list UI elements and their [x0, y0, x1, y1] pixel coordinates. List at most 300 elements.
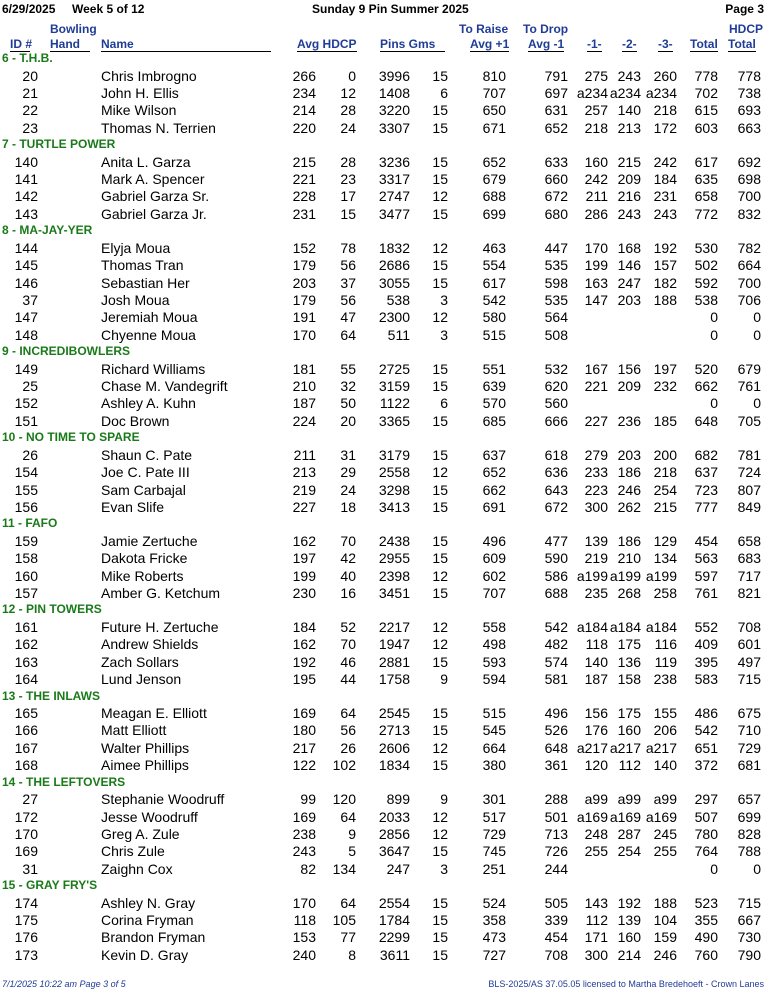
cell-htotal: 788	[737, 843, 761, 860]
cell-g2: 210	[617, 550, 641, 567]
cell-raise: 515	[482, 705, 506, 721]
cell-drop: 244	[544, 860, 568, 877]
cell-drop: 361	[544, 757, 568, 774]
bowler-row	[0, 68, 768, 85]
cell-drop: 660	[544, 171, 568, 187]
cell-hdcp: 47	[340, 309, 356, 326]
cell-g1: 143	[584, 894, 608, 911]
cell-drop: 581	[544, 671, 568, 688]
cell-id: 173	[14, 946, 38, 963]
cell-raise: 570	[482, 395, 506, 412]
cell-pins: 2217	[378, 618, 410, 635]
cell-name: Matt Elliott	[101, 722, 167, 739]
bowler-row	[0, 275, 768, 292]
cell-htotal: 738	[737, 84, 761, 101]
cell-gms: 15	[432, 894, 448, 911]
col-id: ID #	[10, 37, 33, 51]
cell-total: 0	[710, 860, 718, 877]
cell-htotal: 663	[737, 119, 761, 136]
cell-avg: 240	[292, 946, 316, 963]
cell-g3: 242	[653, 153, 677, 170]
bowler-row	[0, 843, 768, 860]
cell-hdcp: 17	[340, 188, 356, 205]
cell-id: 166	[14, 722, 38, 739]
cell-total: 552	[694, 618, 718, 635]
cell-g3: 185	[653, 412, 677, 429]
cell-drop: 496	[544, 705, 568, 721]
cell-drop: 697	[544, 84, 568, 101]
cell-htotal: 724	[737, 464, 761, 481]
cell-gms: 6	[440, 395, 448, 412]
cell-gms: 9	[440, 791, 448, 808]
cell-avg: 181	[292, 360, 316, 377]
cell-total: 772	[694, 205, 718, 222]
cell-id: 163	[14, 653, 38, 670]
cell-g1: a234	[576, 84, 608, 101]
cell-hdcp: 120	[332, 791, 356, 808]
cell-g2: 175	[617, 636, 641, 653]
cell-g2: 216	[617, 188, 641, 205]
cell-name: Ashley N. Gray	[101, 894, 196, 911]
cell-total: 486	[694, 705, 718, 721]
cell-htotal: 700	[737, 188, 761, 205]
cell-g2: 268	[617, 585, 641, 601]
cell-pins: 2856	[378, 825, 410, 842]
cell-name: Walter Phillips	[101, 739, 190, 756]
cell-drop: 648	[544, 739, 568, 756]
bowler-row	[0, 171, 768, 188]
cell-drop: 688	[544, 585, 568, 601]
cell-total: 662	[694, 378, 718, 394]
cell-g3: 232	[653, 378, 677, 394]
cell-avg: 224	[292, 412, 316, 429]
cell-avg: 169	[292, 705, 316, 721]
cell-hdcp: 102	[332, 757, 356, 774]
cell-gms: 15	[432, 153, 448, 170]
cell-id: 151	[14, 412, 38, 429]
cell-total: 372	[694, 757, 718, 774]
team-header: 14 - THE LEFTOVERS	[2, 774, 126, 789]
cell-hdcp: 70	[340, 636, 356, 653]
cell-g2: 215	[617, 153, 641, 170]
cell-raise: 558	[482, 618, 506, 635]
cell-g3: 134	[653, 550, 677, 567]
cell-name: Greg A. Zule	[101, 825, 180, 842]
cell-drop: 631	[544, 102, 568, 119]
cell-g1: a99	[584, 791, 608, 808]
cell-name: Lund Jenson	[101, 671, 182, 688]
cell-htotal: 698	[737, 171, 761, 187]
cell-g1: a199	[576, 567, 608, 584]
cell-g2: 192	[617, 894, 641, 911]
cell-hdcp: 64	[340, 705, 356, 721]
cell-g2: 243	[617, 67, 641, 84]
bowler-row	[0, 947, 768, 964]
cell-raise: 650	[482, 102, 506, 119]
cell-drop: 447	[544, 239, 568, 256]
cell-pins: 2299	[378, 929, 410, 946]
cell-g1: 242	[584, 171, 608, 187]
cell-gms: 12	[432, 739, 448, 756]
cell-pins: 3159	[378, 378, 410, 394]
cell-raise: 542	[482, 291, 506, 308]
report-date: 6/29/2025	[2, 2, 56, 16]
cell-g2: 236	[617, 412, 641, 429]
cell-total: 658	[694, 188, 718, 205]
bowler-row	[0, 929, 768, 946]
team-header: 7 - TURTLE POWER	[2, 137, 116, 152]
cell-avg: 211	[293, 446, 316, 463]
cell-htotal: 715	[737, 894, 761, 911]
cell-g1: 170	[584, 239, 608, 256]
cell-g3: 260	[653, 67, 677, 84]
cell-gms: 15	[432, 498, 448, 515]
cell-hdcp: 16	[340, 585, 356, 601]
cell-total: 355	[694, 912, 718, 928]
cell-total: 0	[710, 326, 718, 343]
cell-total: 563	[694, 550, 718, 567]
cell-raise: 699	[482, 205, 506, 222]
cell-g1: 223	[584, 481, 608, 498]
cell-hdcp: 46	[340, 653, 356, 670]
cell-g1: 227	[584, 412, 608, 429]
cell-drop: 643	[544, 481, 568, 498]
cell-htotal: 782	[737, 239, 761, 256]
cell-drop: 652	[544, 119, 568, 136]
cell-g1: 171	[584, 929, 608, 946]
cell-htotal: 0	[753, 860, 761, 877]
cell-pins: 1122	[379, 395, 410, 412]
cell-avg: 191	[292, 309, 316, 326]
bowler-row	[0, 636, 768, 653]
cell-pins: 2686	[378, 257, 410, 274]
cell-pins: 1947	[378, 636, 410, 653]
cell-gms: 12	[432, 618, 448, 635]
cell-total: 490	[694, 929, 718, 946]
cell-gms: 12	[432, 188, 448, 205]
cell-g3: 119	[654, 653, 677, 670]
cell-gms: 6	[440, 84, 448, 101]
cell-g2: 186	[617, 464, 641, 481]
cell-g2: 158	[617, 671, 641, 688]
cell-hdcp: 0	[348, 67, 356, 84]
cell-hdcp: 56	[340, 291, 356, 308]
cell-avg: 234	[292, 84, 316, 101]
cell-g1: 187	[584, 671, 608, 688]
cell-pins: 3317	[378, 171, 410, 187]
cell-name: Jesse Woodruff	[101, 808, 198, 825]
cell-id: 156	[14, 498, 38, 515]
cell-g3: 172	[653, 119, 677, 136]
cell-avg: 213	[292, 464, 316, 481]
cell-pins: 3298	[378, 481, 410, 498]
cell-g3: 104	[653, 912, 677, 928]
cell-hdcp: 5	[348, 843, 356, 860]
cell-total: 764	[694, 843, 718, 860]
bowler-row	[0, 413, 768, 430]
cell-name: Meagan E. Elliott	[101, 705, 207, 721]
cell-drop: 477	[544, 532, 568, 549]
cell-avg: 99	[300, 791, 316, 808]
cell-gms: 12	[432, 239, 448, 256]
cell-gms: 15	[432, 274, 448, 291]
cell-raise: 662	[482, 481, 506, 498]
cell-raise: 554	[482, 257, 506, 274]
cell-g2: 186	[617, 532, 641, 549]
cell-raise: 602	[482, 567, 506, 584]
cell-total: 583	[694, 671, 718, 688]
cell-id: 31	[22, 860, 38, 877]
bowler-row	[0, 188, 768, 205]
cell-hdcp: 134	[332, 860, 356, 877]
cell-drop: 542	[544, 618, 568, 635]
bowler-row	[0, 154, 768, 171]
cell-raise: 380	[482, 757, 506, 774]
cell-raise: 609	[482, 550, 506, 567]
col-pins-gms: Pins Gms	[380, 37, 445, 52]
cell-name: Sebastian Her	[101, 274, 190, 291]
cell-total: 409	[694, 636, 718, 653]
team-header: 12 - PIN TOWERS	[2, 602, 102, 617]
cell-gms: 12	[432, 808, 448, 825]
cell-raise: 517	[482, 808, 506, 825]
cell-id: 148	[14, 326, 38, 343]
cell-name: Brandon Fryman	[101, 929, 206, 946]
cell-total: 542	[694, 722, 718, 739]
cell-raise: 679	[482, 171, 506, 187]
cell-pins: 247	[386, 860, 410, 877]
cell-id: 155	[14, 481, 38, 498]
cell-name: Shaun C. Pate	[101, 446, 193, 463]
cell-avg: 227	[292, 498, 316, 515]
cell-id: 20	[22, 67, 38, 84]
cell-name: Future H. Zertuche	[101, 618, 219, 635]
bowler-row	[0, 292, 768, 309]
cell-pins: 3365	[378, 412, 410, 429]
cell-htotal: 0	[753, 395, 761, 412]
cell-gms: 9	[440, 671, 448, 688]
cell-avg: 153	[292, 929, 316, 946]
cell-gms: 15	[432, 378, 448, 394]
cell-id: 147	[14, 309, 38, 326]
cell-id: 170	[14, 825, 38, 842]
bowler-row	[0, 120, 768, 137]
cell-g1: 156	[584, 705, 608, 721]
col-bowling: Bowling	[50, 22, 97, 36]
cell-gms: 15	[432, 550, 448, 567]
cell-total: 615	[694, 102, 718, 119]
cell-raise: 652	[482, 153, 506, 170]
bowler-row	[0, 895, 768, 912]
cell-g2: a234	[609, 84, 641, 101]
cell-avg: 231	[292, 205, 316, 222]
cell-gms: 15	[432, 257, 448, 274]
cell-avg: 122	[292, 757, 316, 774]
cell-drop: 339	[544, 912, 568, 928]
cell-total: 723	[694, 481, 718, 498]
cell-htotal: 790	[737, 946, 761, 963]
cell-hdcp: 44	[340, 671, 356, 688]
cell-g1: 140	[584, 653, 608, 670]
cell-gms: 15	[432, 722, 448, 739]
cell-pins: 3996	[378, 67, 410, 84]
team-header: 6 - T.H.B.	[2, 51, 53, 65]
cell-total: 538	[694, 291, 718, 308]
cell-gms: 15	[432, 585, 448, 601]
cell-htotal: 693	[737, 102, 761, 119]
cell-avg: 197	[292, 550, 316, 567]
cell-id: 164	[14, 671, 38, 688]
col-raise-bottom: Avg +1	[470, 37, 510, 51]
cell-pins: 2725	[378, 360, 410, 377]
cell-htotal: 710	[737, 722, 761, 739]
cell-avg: 169	[292, 808, 316, 825]
cell-name: Chyenne Moua	[101, 326, 196, 343]
cell-hdcp: 32	[340, 378, 356, 394]
cell-drop: 501	[544, 808, 568, 825]
bowler-row	[0, 206, 768, 223]
cell-avg: 162	[292, 636, 316, 653]
week-label: Week 5 of 12	[72, 2, 145, 16]
cell-pins: 1784	[378, 912, 410, 928]
cell-g1: a217	[576, 739, 608, 756]
cell-hdcp: 12	[340, 84, 356, 101]
bowler-row	[0, 912, 768, 929]
cell-name: Evan Slife	[101, 498, 165, 515]
cell-hdcp: 64	[340, 894, 356, 911]
cell-gms: 15	[432, 171, 448, 187]
cell-total: 454	[694, 532, 718, 549]
cell-gms: 12	[432, 825, 448, 842]
col-hdcp-top: HDCP	[729, 22, 764, 36]
cell-id: 168	[14, 757, 38, 774]
bowler-row	[0, 378, 768, 395]
cell-pins: 2438	[378, 532, 410, 549]
cell-id: 159	[14, 532, 38, 549]
bowler-row	[0, 550, 768, 567]
cell-hdcp: 70	[340, 532, 356, 549]
cell-g2: 136	[617, 653, 641, 670]
bowler-row	[0, 447, 768, 464]
cell-g2: a199	[609, 567, 641, 584]
cell-raise: 671	[482, 119, 506, 136]
cell-name: Gabriel Garza Jr.	[101, 205, 207, 222]
bowler-row	[0, 395, 768, 412]
cell-avg: 170	[292, 326, 316, 343]
cell-htotal: 0	[753, 309, 761, 326]
cell-htotal: 657	[737, 791, 761, 808]
cell-drop: 535	[544, 257, 568, 274]
cell-pins: 1758	[378, 671, 410, 688]
cell-g1: 219	[584, 550, 608, 567]
cell-raise: 498	[482, 636, 506, 653]
cell-avg: 184	[292, 618, 316, 635]
cell-id: 175	[14, 912, 38, 928]
cell-htotal: 832	[737, 205, 761, 222]
cell-g3: 218	[653, 464, 677, 481]
cell-pins: 2545	[378, 705, 410, 721]
cell-g2: 139	[617, 912, 641, 928]
cell-drop: 564	[544, 309, 568, 326]
cell-g1: 286	[584, 205, 608, 222]
cell-name: Zach Sollars	[101, 653, 179, 670]
cell-g2: 112	[618, 757, 641, 774]
bowler-row	[0, 671, 768, 688]
cell-g2: 203	[617, 291, 641, 308]
cell-g2: 146	[617, 257, 641, 274]
cell-g2: 243	[617, 205, 641, 222]
cell-htotal: 807	[737, 481, 761, 498]
cell-g2: 262	[617, 498, 641, 515]
cell-raise: 593	[482, 653, 506, 670]
cell-name: Sam Carbajal	[101, 481, 186, 498]
cell-raise: 691	[482, 498, 506, 515]
cell-drop: 586	[544, 567, 568, 584]
cell-g1: 167	[584, 360, 608, 377]
cell-avg: 118	[293, 912, 316, 928]
cell-pins: 1408	[378, 84, 410, 101]
cell-g1: 257	[584, 102, 608, 119]
cell-drop: 633	[544, 153, 568, 170]
cell-hdcp: 55	[340, 360, 356, 377]
cell-g3: 140	[653, 757, 677, 774]
cell-hdcp: 52	[340, 618, 356, 635]
bowler-row	[0, 257, 768, 274]
cell-gms: 3	[440, 291, 448, 308]
cell-hdcp: 105	[332, 912, 356, 928]
cell-hdcp: 28	[340, 153, 356, 170]
cell-pins: 3647	[378, 843, 410, 860]
cell-avg: 199	[292, 567, 316, 584]
cell-htotal: 700	[737, 274, 761, 291]
bowler-row	[0, 499, 768, 516]
cell-g2: 209	[617, 378, 641, 394]
cell-pins: 2606	[378, 739, 410, 756]
cell-drop: 288	[544, 791, 568, 808]
page-number: Page 3	[725, 2, 764, 16]
cell-drop: 713	[544, 825, 568, 842]
cell-gms: 15	[432, 705, 448, 721]
cell-g3: 157	[653, 257, 677, 274]
cell-raise: 664	[482, 739, 506, 756]
cell-htotal: 730	[737, 929, 761, 946]
cell-pins: 3055	[378, 274, 410, 291]
cell-id: 142	[14, 188, 38, 205]
cell-drop: 672	[544, 498, 568, 515]
cell-raise: 617	[482, 274, 506, 291]
cell-g1: 275	[584, 67, 608, 84]
cell-g3: 188	[653, 894, 677, 911]
cell-drop: 708	[544, 946, 568, 963]
bowler-row	[0, 361, 768, 378]
cell-gms: 15	[432, 446, 448, 463]
cell-total: 297	[694, 791, 718, 808]
cell-gms: 12	[432, 567, 448, 584]
cell-hdcp: 64	[340, 808, 356, 825]
bowler-row	[0, 309, 768, 326]
cell-htotal: 664	[737, 257, 761, 274]
cell-drop: 590	[544, 550, 568, 567]
cell-avg: 219	[292, 481, 316, 498]
cell-pins: 3611	[379, 946, 410, 963]
cell-gms: 12	[432, 636, 448, 653]
cell-total: 617	[694, 153, 718, 170]
col-hand: Hand	[50, 37, 90, 52]
cell-raise: 727	[482, 946, 506, 963]
cell-g2: a184	[609, 618, 641, 635]
cell-id: 167	[14, 739, 38, 756]
cell-name: Anita L. Garza	[101, 153, 191, 170]
